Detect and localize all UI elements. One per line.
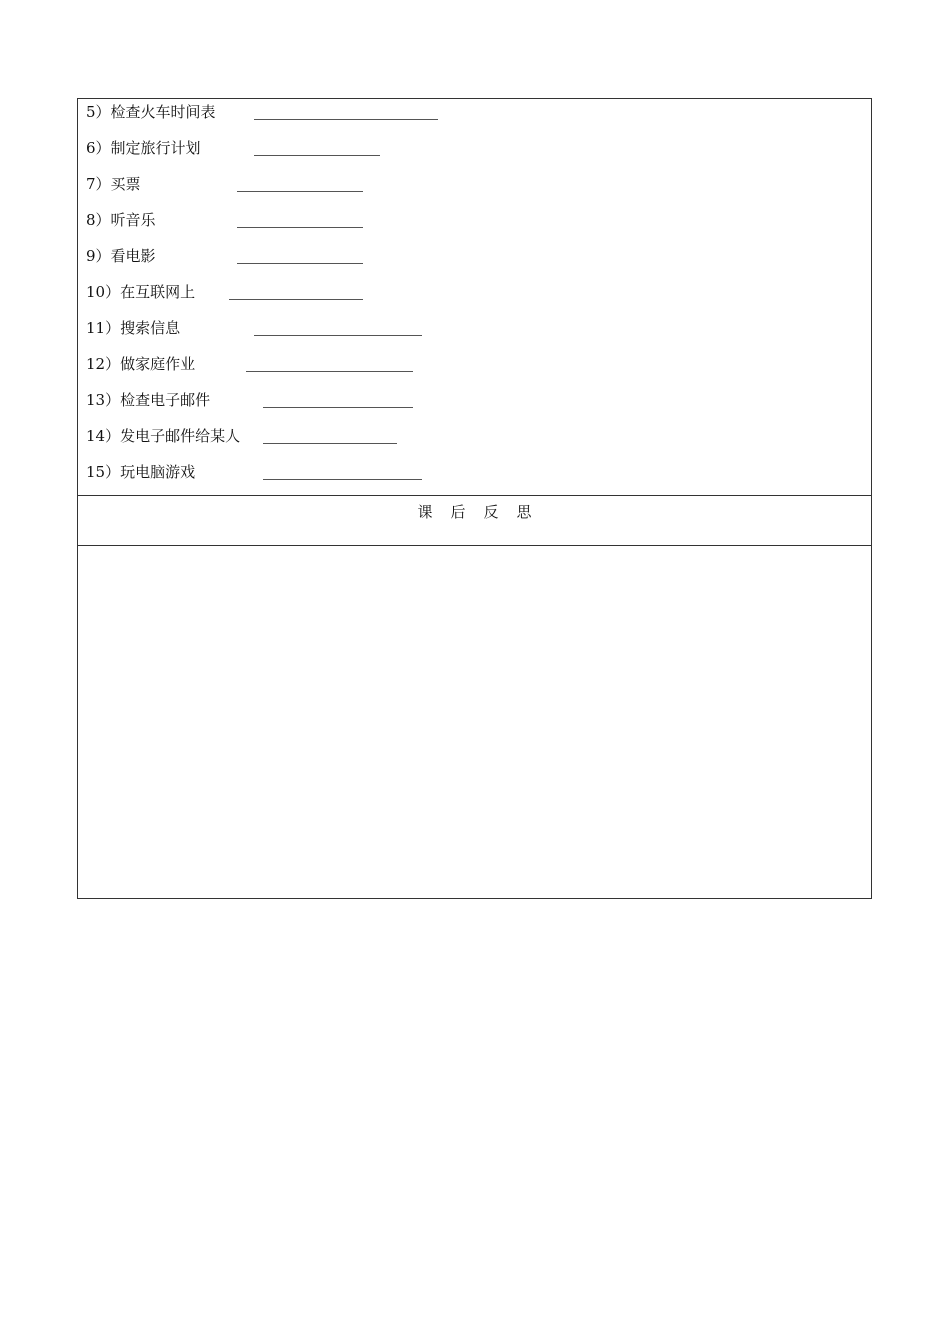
item-label: 10）在互联网上: [86, 283, 196, 301]
answer-blank[interactable]: [246, 371, 413, 372]
item-label: 6）制定旅行计划: [86, 139, 201, 157]
answer-blank[interactable]: [254, 335, 422, 336]
item-label: 15）玩电脑游戏: [86, 463, 196, 481]
answer-blank[interactable]: [229, 299, 363, 300]
item-label: 13）检查电子邮件: [86, 391, 211, 409]
answer-blank[interactable]: [237, 227, 363, 228]
reflection-header: [78, 496, 871, 546]
reflection-notes-area[interactable]: [78, 546, 871, 898]
answer-blank[interactable]: [263, 407, 413, 408]
item-label: 11）搜索信息: [86, 319, 181, 337]
answer-blank[interactable]: [263, 479, 422, 480]
item-label: 5）检查火车时间表: [86, 103, 216, 121]
item-label: 7）买票: [86, 175, 141, 193]
item-label: 8）听音乐: [86, 211, 156, 229]
answer-blank[interactable]: [237, 263, 363, 264]
answer-blank[interactable]: [263, 443, 397, 444]
worksheet-table: [77, 98, 872, 899]
vocabulary-items-section: [78, 99, 871, 496]
answer-blank[interactable]: [254, 155, 380, 156]
reflection-title: 课后反思: [417, 503, 550, 521]
item-label: 12）做家庭作业: [86, 355, 196, 373]
answer-blank[interactable]: [254, 119, 438, 120]
answer-blank[interactable]: [237, 191, 363, 192]
item-label: 9）看电影: [86, 247, 156, 265]
item-label: 14）发电子邮件给某人: [86, 427, 241, 445]
